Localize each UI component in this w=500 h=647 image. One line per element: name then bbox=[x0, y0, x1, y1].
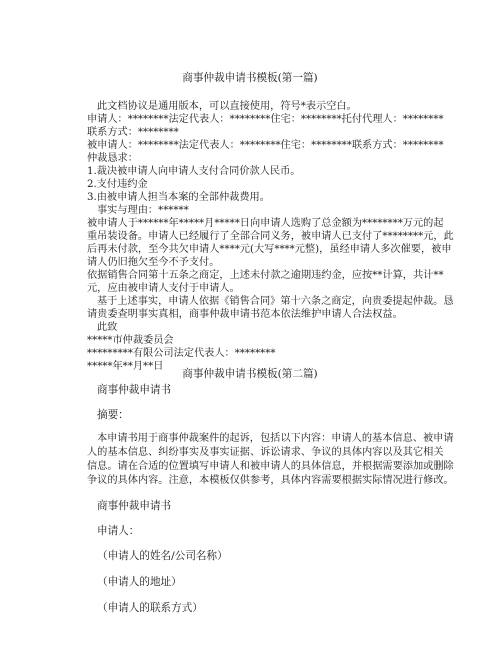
abstract-line-4: 争议的具体内容。注意，本模板仅供参考，具体内容需要根据实际情况进行修改。 bbox=[87, 475, 454, 486]
respondent-line: 被申请人：********法定代表人：********住宅：********联系方式：******** bbox=[87, 140, 444, 151]
facts-line-4: 请人仍旧拖欠至今不予支付。 bbox=[87, 257, 220, 268]
abstract-line-1: 本申请书用于商事仲裁案件的起诉，包括以下内容：申请人的基本信息、被申请 bbox=[97, 433, 454, 444]
abstract-line-3: 信息。请在合适的位置填写申请人和被申请人的具体信息，并根据需要添加或删除 bbox=[87, 461, 454, 472]
applicant-line: 申请人：********法定代表人：********住宅：********托付代理人：******** bbox=[87, 114, 444, 125]
claim-item-3: 3.由被申请人担当本案的全部仲裁费用。 bbox=[87, 192, 270, 203]
claim-item-2: 2.支付违约金 bbox=[87, 179, 148, 190]
contract-line-1: 依据销售合同第十五条之商定，上述未付款之逾期违约金，应按**计算，共计** bbox=[87, 270, 444, 281]
facts-heading: 事实与理由：****** bbox=[97, 205, 189, 216]
abstract-line-2: 人的基本信息、纠纷事实及事实证据、诉讼请求、争议的具体内容以及其它相关 bbox=[87, 447, 444, 458]
sign-date: *****年**月**日 bbox=[87, 361, 164, 372]
applicant-contact-line: 联系方式：******** bbox=[87, 127, 179, 138]
section-title-repeat: 商事仲裁申请书 bbox=[97, 500, 172, 512]
contract-line-2: 元，应由被申请人支付于申请人。 bbox=[87, 283, 240, 294]
applicant-contact-field: （申请人的联系方式） bbox=[97, 602, 203, 614]
claims-heading: 仲裁恳求： bbox=[87, 153, 138, 164]
doc-title-1: 商事仲裁申请书模板(第一篇) bbox=[182, 72, 318, 84]
salutation: 此致 bbox=[97, 322, 118, 333]
basis-line-2: 请贵委查明事实真相，商事仲裁申请书范本依法维护申请人合法权益。 bbox=[87, 309, 403, 320]
facts-line-3: 后再未付款，至今共欠申请人****元(大写****元整)，虽经申请人多次催要，被申 bbox=[87, 244, 452, 255]
signatory: *********有限公司法定代表人：******** bbox=[87, 348, 276, 359]
applicant-heading: 申请人： bbox=[97, 525, 140, 537]
doc-title-2: 商事仲裁申请书模板(第二篇) bbox=[182, 368, 318, 380]
section-title: 商事仲裁申请书 bbox=[97, 384, 172, 396]
applicant-name-field: （申请人的姓名/公司名称） bbox=[97, 550, 228, 562]
abstract-heading: 摘要： bbox=[97, 409, 129, 421]
addressee: *****市仲裁委员会 bbox=[87, 335, 174, 346]
basis-line-1: 基于上述事实，申请人依据《销售合同》第十六条之商定，向贵委提起仲裁。恳 bbox=[97, 296, 454, 307]
intro-line: 此文档协议是通用版本，可以直接使用，符号*表示空白。 bbox=[97, 101, 357, 112]
applicant-address-field: （申请人的地址） bbox=[97, 576, 182, 588]
facts-line-1: 被申请人于******年*****月*****日向申请人选购了总金额为********万元的起 bbox=[87, 218, 444, 229]
claim-item-1: 1.裁决被申请人向申请人支付合同价款人民币。 bbox=[87, 166, 301, 177]
facts-line-2: 重吊装设备。申请人已经履行了全部合同义务，被申请人已支付了********元，此 bbox=[87, 231, 454, 242]
